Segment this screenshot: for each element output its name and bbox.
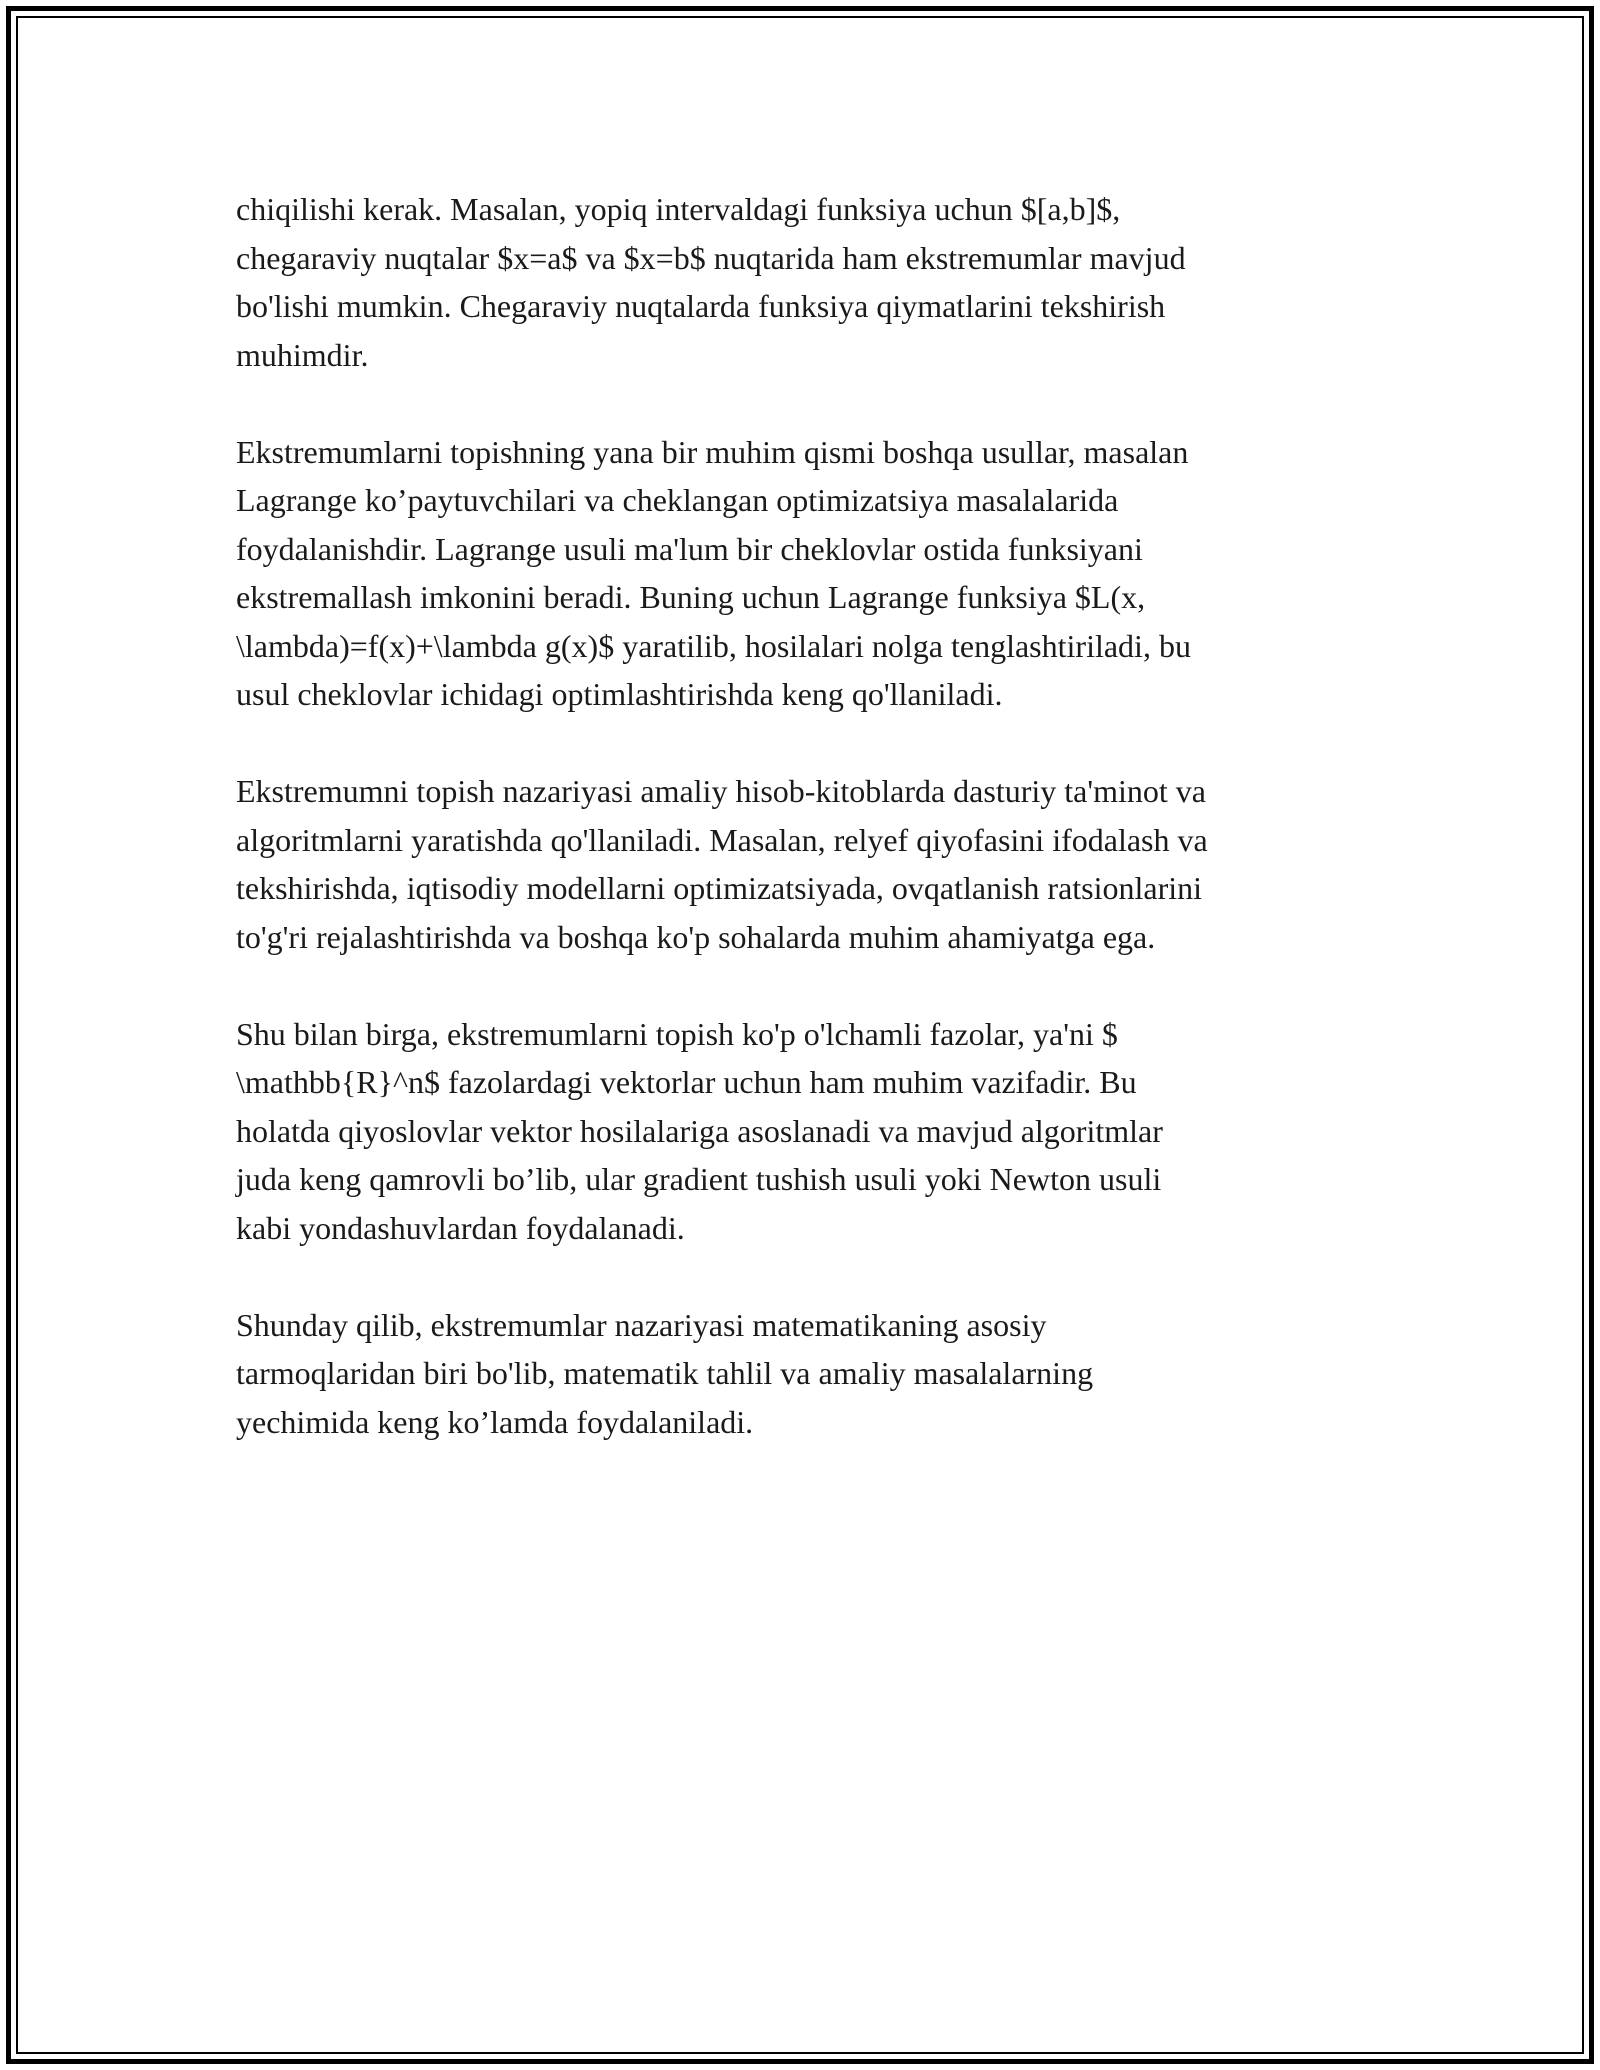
text-line: bo'lishi mumkin. Chegaraviy nuqtalarda funksiya qiymatlarini tekshirish [236, 288, 1166, 324]
text-line: chegaraviy nuqtalar $x=a$ va $x=b$ nuqtarida ham ekstremumlar mavjud [236, 239, 1186, 276]
text-line: tekshirishda, iqtisodiy modellarni optimizatsiyada, ovqatlanish ratsionlarini [236, 870, 1203, 906]
text-line: Shunday qilib, ekstremumlar nazariyasi matematikaning asosiy [236, 1306, 1047, 1343]
paragraph-boundary-points [236, 185, 1356, 379]
text-line: to'g'ri rejalashtirishda va boshqa ko'p sohalarda muhim ahamiyatga ega. [236, 918, 1156, 955]
paragraph-conclusion [236, 1301, 1356, 1447]
text-line: Lagrange ko’paytuvchilari va cheklangan optimizatsiya masalalarida [236, 482, 1119, 518]
text-line: \lambda)=f(x)+\lambda g(x)$ yaratilib, hosilalari nolga tenglashtiriladi, bu [236, 627, 1191, 664]
text-line: muhimdir. [236, 336, 369, 373]
text-line: yechimida keng ko’lamda foydalaniladi. [236, 1403, 754, 1440]
document-body [236, 185, 1356, 1495]
text-line: foydalanishdir. Lagrange usuli ma'lum bir cheklovlar ostida funksiyani [236, 530, 1143, 567]
text-line: holatda qiyoslovlar vektor hosilalariga asoslanadi va mavjud algoritmlar [236, 1112, 1163, 1149]
text-line: juda keng qamrovli bo’lib, ular gradient tushish usuli yoki Newton usuli [236, 1161, 1162, 1197]
text-line: Ekstremumlarni topishning yana bir muhim qismi boshqa usullar, masalan [236, 433, 1189, 470]
text-line: Ekstremumni topish nazariyasi amaliy hisob-kitoblarda dasturiy ta'minot va [236, 773, 1206, 809]
text-line: \mathbb{R}^n$ fazolardagi vektorlar uchun ham muhim vazifadir. Bu [236, 1064, 1137, 1100]
paragraph-lagrange [236, 428, 1356, 719]
text-line: ekstremallash imkonini beradi. Buning uchun Lagrange funksiya $L(x, [236, 579, 1146, 615]
paragraph-applications [236, 767, 1356, 961]
text-line: usul cheklovlar ichidagi optimlashtirishda keng qo'llaniladi. [236, 676, 1003, 712]
text-line: kabi yondashuvlardan foydalanadi. [236, 1209, 685, 1246]
paragraph-multidimensional [236, 1010, 1356, 1253]
text-line: chiqilishi kerak. Masalan, yopiq intervaldagi funksiya uchun $[a,b]$, [236, 191, 1121, 227]
text-line: algoritmlarni yaratishda qo'llaniladi. Masalan, relyef qiyofasini ifodalash va [236, 821, 1208, 858]
text-line: Shu bilan birga, ekstremumlarni topish ko'p o'lchamli fazolar, ya'ni $ [236, 1015, 1118, 1052]
text-line: tarmoqlaridan biri bo'lib, matematik tahlil va amaliy masalalarning [236, 1355, 1094, 1391]
